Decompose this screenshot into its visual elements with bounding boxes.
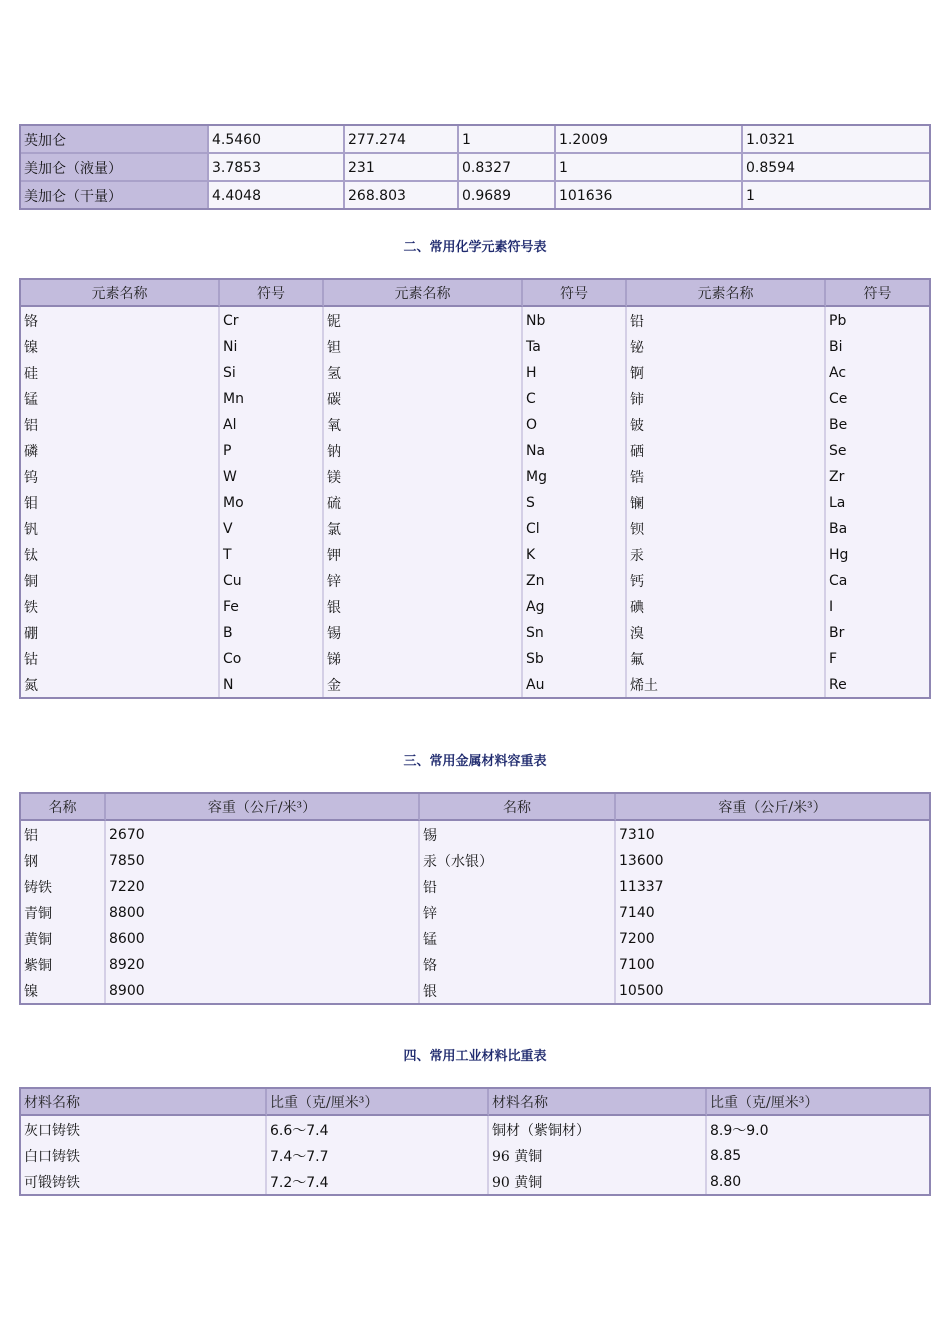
table-cell: Re	[829, 676, 847, 693]
cell: 1	[556, 154, 743, 182]
table-cell: 铬	[21, 307, 220, 333]
table-cell: S	[523, 489, 627, 515]
table-cell: 铌	[324, 307, 523, 333]
table-row	[21, 154, 929, 182]
cell: 1.0321	[743, 126, 929, 154]
table-cell: Mn	[220, 385, 324, 411]
table-cell: 8.85	[710, 1147, 742, 1164]
column-header: 元素名称	[324, 280, 523, 307]
table-cell: 金	[324, 671, 523, 697]
table-cell: 8.80	[710, 1173, 742, 1190]
table-cell: 硒	[627, 437, 826, 463]
unit-name: 美加仑（液量）	[21, 154, 209, 182]
table-cell: 镍	[21, 333, 220, 359]
table-cell: 7220	[106, 873, 420, 899]
table-row	[21, 671, 929, 697]
table-cell: F	[829, 650, 838, 667]
table-cell: Co	[220, 645, 324, 671]
table-cell: 汞（水银）	[420, 847, 616, 873]
table-cell: 钽	[324, 333, 523, 359]
table-cell: 96 黄铜	[489, 1142, 707, 1168]
table-cell: Si	[220, 359, 324, 385]
table-cell: 8900	[106, 977, 420, 1003]
table-cell: 7.2～7.4	[267, 1168, 489, 1194]
table-cell: 钴	[21, 645, 220, 671]
table-cell: 钾	[324, 541, 523, 567]
table-cell: H	[523, 359, 627, 385]
table-cell: N	[220, 671, 324, 697]
table-cell: 6.6～7.4	[267, 1116, 489, 1142]
table-cell: 90 黄铜	[489, 1168, 707, 1194]
table-cell: 汞	[627, 541, 826, 567]
table-row	[21, 437, 929, 463]
cell: 3.7853	[209, 154, 345, 182]
table-cell: Zn	[523, 567, 627, 593]
column-header: 元素名称	[627, 280, 826, 307]
table-cell: 锑	[324, 645, 523, 671]
table-cell: 铝	[21, 411, 220, 437]
element-symbols-body	[21, 307, 929, 697]
table-row	[21, 489, 929, 515]
column-header: 元素名称	[21, 280, 220, 307]
table-row	[21, 1168, 929, 1194]
table-cell: Be	[829, 416, 848, 433]
table-cell: 铸铁	[21, 873, 106, 899]
table-cell: 钛	[21, 541, 220, 567]
table-cell: 铍	[627, 411, 826, 437]
table-cell: W	[220, 463, 324, 489]
table-cell: 氢	[324, 359, 523, 385]
table-cell: B	[220, 619, 324, 645]
table-cell: 铬	[420, 951, 616, 977]
table-cell: Ac	[829, 364, 847, 381]
section-title-industrial: 四、常用工业材料比重表	[403, 1049, 547, 1064]
column-header: 名称	[21, 794, 106, 821]
table-cell: 8800	[106, 899, 420, 925]
table-cell: 钨	[21, 463, 220, 489]
table-cell: 钼	[21, 489, 220, 515]
table-cell: 7200	[619, 930, 655, 947]
cell: 231	[345, 154, 459, 182]
unit-name: 美加仑（干量）	[21, 182, 209, 208]
table-row	[21, 821, 929, 847]
table-row	[21, 593, 929, 619]
table-cell: 镧	[627, 489, 826, 515]
table-cell: 镁	[324, 463, 523, 489]
table-cell: Ni	[220, 333, 324, 359]
table-cell: Cu	[220, 567, 324, 593]
table-cell: Mo	[220, 489, 324, 515]
cell: 277.274	[345, 126, 459, 154]
cell: 4.4048	[209, 182, 345, 208]
table-cell: 硫	[324, 489, 523, 515]
table-row	[21, 515, 929, 541]
table-cell: 铅	[420, 873, 616, 899]
section-title-metals: 三、常用金属材料容重表	[403, 754, 547, 769]
table-cell: 可锻铸铁	[21, 1168, 267, 1194]
column-header: 比重（克/厘米³）	[707, 1089, 929, 1116]
table-cell: Au	[523, 671, 627, 697]
table-cell: I	[829, 598, 834, 615]
table-row	[21, 619, 929, 645]
table-cell: Se	[829, 442, 847, 459]
table-cell: 钙	[627, 567, 826, 593]
industrial-density-table	[19, 1087, 931, 1196]
table-cell: V	[220, 515, 324, 541]
cell: 1.2009	[556, 126, 743, 154]
table-cell: 钒	[21, 515, 220, 541]
column-header: 材料名称	[489, 1089, 707, 1116]
table-cell: 烯土	[627, 671, 826, 697]
table-cell: 铜材（紫铜材）	[489, 1116, 707, 1142]
table-header-row	[21, 794, 929, 821]
column-header: 容重（公斤/米³）	[106, 794, 420, 821]
table-row	[21, 1116, 929, 1142]
table-cell: Cr	[220, 307, 324, 333]
table-cell: 硼	[21, 619, 220, 645]
metal-density-body	[21, 821, 929, 1003]
table-cell: 碘	[627, 593, 826, 619]
table-row	[21, 899, 929, 925]
table-cell: O	[523, 411, 627, 437]
cell: 4.5460	[209, 126, 345, 154]
table-cell: 锰	[420, 925, 616, 951]
table-header-row	[21, 1089, 929, 1116]
table-cell: 紫铜	[21, 951, 106, 977]
table-cell: 10500	[619, 982, 664, 999]
table-cell: 铁	[21, 593, 220, 619]
table-cell: Mg	[523, 463, 627, 489]
cell: 268.803	[345, 182, 459, 208]
table-cell: 钡	[627, 515, 826, 541]
table-cell: 钢	[21, 847, 106, 873]
column-header: 符号	[826, 280, 929, 307]
table-cell: 灰口铸铁	[21, 1116, 267, 1142]
table-cell: Sb	[523, 645, 627, 671]
column-header: 符号	[220, 280, 324, 307]
cell: 1	[459, 126, 556, 154]
table-row	[21, 411, 929, 437]
table-cell: 7140	[619, 904, 655, 921]
table-row	[21, 385, 929, 411]
table-cell: 11337	[619, 878, 664, 895]
table-cell: Bi	[829, 338, 843, 355]
table-cell: Sn	[523, 619, 627, 645]
table-cell: 7310	[619, 826, 655, 843]
table-cell: 氮	[21, 671, 220, 697]
table-row	[21, 333, 929, 359]
table-cell: 磷	[21, 437, 220, 463]
table-cell: Hg	[829, 546, 849, 563]
table-cell: 铜	[21, 567, 220, 593]
table-cell: C	[523, 385, 627, 411]
table-row	[21, 182, 929, 208]
table-cell: 锌	[420, 899, 616, 925]
table-cell: Zr	[829, 468, 845, 485]
table-row	[21, 847, 929, 873]
table-cell: 溴	[627, 619, 826, 645]
cell: 0.8327	[459, 154, 556, 182]
table-cell: 锡	[324, 619, 523, 645]
table-cell: 氧	[324, 411, 523, 437]
table-cell: Fe	[220, 593, 324, 619]
table-cell: 7850	[106, 847, 420, 873]
table-row	[21, 951, 929, 977]
table-cell: 锰	[21, 385, 220, 411]
table-cell: P	[220, 437, 324, 463]
table-cell: Na	[523, 437, 627, 463]
table-cell: 氟	[627, 645, 826, 671]
table-cell: 银	[420, 977, 616, 1003]
table-cell: 7100	[619, 956, 655, 973]
table-cell: 青铜	[21, 899, 106, 925]
cell: 0.8594	[743, 154, 929, 182]
section-title-elements: 二、常用化学元素符号表	[403, 240, 547, 255]
table-cell: 铅	[627, 307, 826, 333]
table-cell: 锕	[627, 359, 826, 385]
unit-name: 英加仑	[21, 126, 209, 154]
table-cell: 锌	[324, 567, 523, 593]
table-row	[21, 567, 929, 593]
table-row	[21, 925, 929, 951]
cell: 101636	[556, 182, 743, 208]
table-cell: Ta	[523, 333, 627, 359]
table-cell: 8920	[106, 951, 420, 977]
cell: 1	[743, 182, 929, 208]
table-cell: Ag	[523, 593, 627, 619]
table-cell: 8.9～9.0	[710, 1122, 769, 1139]
table-row	[21, 463, 929, 489]
table-cell: 8600	[106, 925, 420, 951]
column-header: 比重（克/厘米³）	[267, 1089, 489, 1116]
table-cell: 2670	[106, 821, 420, 847]
table-cell: Ca	[829, 572, 848, 589]
table-cell: 7.4～7.7	[267, 1142, 489, 1168]
table-row	[21, 873, 929, 899]
table-cell: 镍	[21, 977, 106, 1003]
table-cell: Ce	[829, 390, 848, 407]
table-cell: 氯	[324, 515, 523, 541]
table-row	[21, 977, 929, 1003]
gallon-conversion-table	[19, 124, 931, 210]
column-header: 名称	[420, 794, 616, 821]
table-cell: Cl	[523, 515, 627, 541]
table-cell: 13600	[619, 852, 664, 869]
table-cell: 锡	[420, 821, 616, 847]
industrial-density-body	[21, 1116, 929, 1194]
table-cell: T	[220, 541, 324, 567]
table-cell: 钠	[324, 437, 523, 463]
table-row	[21, 645, 929, 671]
table-cell: La	[829, 494, 846, 511]
column-header: 材料名称	[21, 1089, 267, 1116]
table-cell: 白口铸铁	[21, 1142, 267, 1168]
table-row	[21, 359, 929, 385]
element-symbols-table	[19, 278, 931, 699]
table-cell: Nb	[523, 307, 627, 333]
table-cell: 硅	[21, 359, 220, 385]
table-cell: Ba	[829, 520, 848, 537]
column-header: 符号	[523, 280, 627, 307]
table-cell: Pb	[829, 312, 847, 329]
table-row	[21, 541, 929, 567]
table-header-row	[21, 280, 929, 307]
column-header: 容重（公斤/米³）	[616, 794, 929, 821]
table-row	[21, 307, 929, 333]
table-cell: 锆	[627, 463, 826, 489]
cell: 0.9689	[459, 182, 556, 208]
table-cell: 铈	[627, 385, 826, 411]
table-cell: Br	[829, 624, 845, 641]
table-cell: 铝	[21, 821, 106, 847]
table-cell: 黄铜	[21, 925, 106, 951]
table-cell: Al	[220, 411, 324, 437]
table-cell: K	[523, 541, 627, 567]
table-cell: 铋	[627, 333, 826, 359]
table-cell: 银	[324, 593, 523, 619]
table-cell: 碳	[324, 385, 523, 411]
table-row	[21, 1142, 929, 1168]
table-row	[21, 126, 929, 154]
metal-density-table	[19, 792, 931, 1005]
